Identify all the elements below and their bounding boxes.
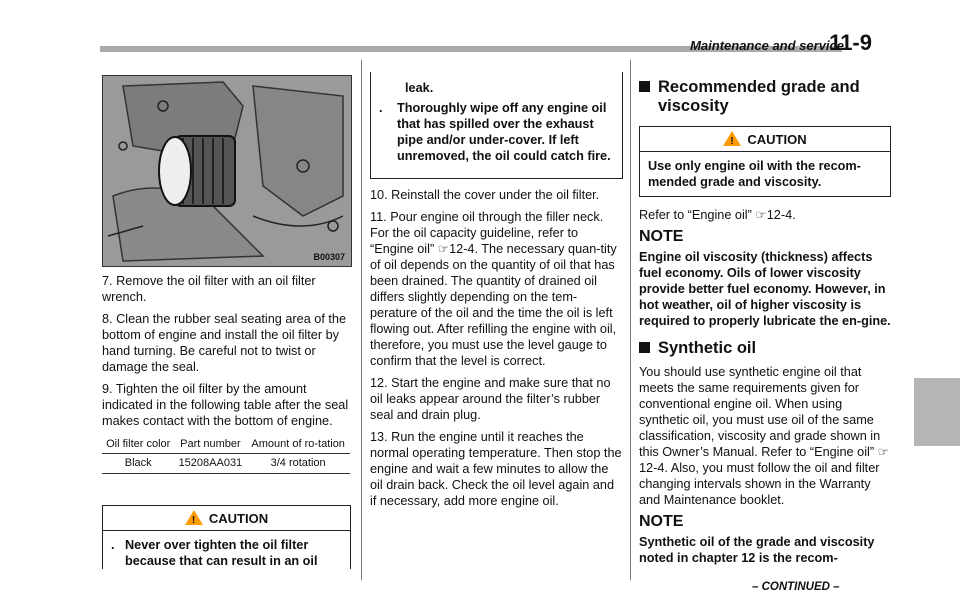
section-title: Maintenance and service bbox=[690, 38, 844, 53]
note-title: NOTE bbox=[639, 513, 684, 530]
heading-synthetic-oil: Synthetic oil bbox=[658, 339, 757, 357]
oil-filter-table bbox=[102, 436, 350, 474]
step-12: 12. Start the engine and make sure that no oil leaks appear around the filter’s rubber seal and drain plug. bbox=[370, 376, 611, 422]
refer-text: Refer to “Engine oil” ☞12-4. bbox=[639, 208, 796, 222]
chapter-tab bbox=[914, 378, 960, 446]
column-c bbox=[639, 78, 891, 572]
list-item bbox=[379, 100, 614, 164]
note-text: Engine oil viscosity (thickness) affects fuel economy. Oils of lower viscosity provide better fuel economy. However, in hot weather, oil of higher viscosity is required to properly lubricate the en-gine. bbox=[639, 250, 891, 328]
warning-icon: ! bbox=[723, 131, 741, 146]
figure-code: B00307 bbox=[313, 252, 345, 262]
table-header: Oil filter color bbox=[102, 436, 174, 454]
step-7: 7. Remove the oil filter with an oil filter wrench. bbox=[102, 274, 316, 304]
column-b bbox=[370, 187, 622, 515]
synthetic-text: You should use synthetic engine oil that meets the same requirements given for conventional engine oil. When using synthetic oil, you must use oil of the same classification, viscosity and grade shown in this Owner’s Manual. Refer to “Engine oil” ☞12-4. Also, you must follow the oil and filter changing intervals shown in the Warranty and Maintenance booklet. bbox=[639, 365, 889, 507]
caution-box bbox=[639, 126, 891, 197]
oil-filter-figure bbox=[102, 75, 352, 267]
column-divider bbox=[630, 60, 631, 580]
warning-icon: ! bbox=[185, 510, 203, 525]
table-header: Part number bbox=[174, 436, 246, 454]
section-heading bbox=[639, 339, 891, 358]
table-row bbox=[102, 454, 350, 474]
table-header: Amount of ro-tation bbox=[246, 436, 350, 454]
continued-label: – CONTINUED – bbox=[752, 581, 840, 593]
caution-title: CAUTION bbox=[747, 132, 807, 147]
step-8: 8. Clean the rubber seal seating area of the bottom of engine and install the oil filter by hand turning. Be careful not to twist or damage the seal. bbox=[102, 312, 347, 374]
step-10: 10. Reinstall the cover under the oil filter. bbox=[370, 188, 600, 202]
step-13: 13. Run the engine until it reaches the normal operating temperature. Then stop the engine and wait a few minutes to allow the oil drain back. Check the oil level again and if necessary, add more engine oil. bbox=[370, 430, 622, 508]
note-text: Synthetic oil of the grade and viscosity noted in chapter 12 is the recom- bbox=[639, 535, 875, 565]
bullet-marker: . bbox=[111, 538, 115, 552]
caution-header bbox=[103, 506, 350, 531]
list-item bbox=[111, 537, 342, 569]
caution-title: CAUTION bbox=[208, 511, 269, 526]
table-cell: Black bbox=[102, 454, 174, 474]
table-header-row bbox=[102, 436, 350, 454]
column-a bbox=[102, 273, 352, 435]
step-9: 9. Tighten the oil filter by the amount indicated in the following table after the seal makes contact with the bottom of engine. bbox=[102, 382, 349, 428]
section-heading bbox=[639, 78, 891, 116]
heading-recommended-grade: Recommended grade and viscosity bbox=[658, 78, 860, 115]
caution-header bbox=[640, 127, 890, 152]
engine-illustration bbox=[103, 76, 351, 266]
caution-bullet-1: Never over tighten the oil filter because that can result in an oil bbox=[125, 538, 318, 568]
step-11: 11. Pour engine oil through the filler neck. For the oil capacity guideline, refer to “Engine oil” ☞12-4. The necessary quan-tity of oil depends on the quantity of oil that has been drained. The quantity of drained oil differs slightly depending on the tem-perature of the oil and the time the oil is left flowing out. After refilling the engine with oil, therefore, you must use the level gauge to confirm that the level is correct. bbox=[370, 210, 617, 368]
caution-bullet-2: Thoroughly wipe off any engine oil that has spilled over the exhaust pipe and/or under-cover. If left unremoved, the oil could catch fire. bbox=[397, 101, 611, 163]
table-cell: 3/4 rotation bbox=[246, 454, 350, 474]
caution-body bbox=[371, 72, 622, 170]
caution-box-continued bbox=[370, 72, 623, 179]
page-number: 11-9 bbox=[829, 30, 872, 55]
table-cell: 15208AA031 bbox=[174, 454, 246, 474]
bullet-marker: . bbox=[379, 101, 383, 115]
caution-text: Use only engine oil with the recom-mended grade and viscosity. bbox=[648, 159, 861, 189]
caution-continuation: leak. bbox=[405, 81, 434, 95]
caution-body bbox=[103, 531, 350, 575]
section-marker-icon bbox=[639, 81, 650, 92]
caution-box bbox=[102, 505, 351, 569]
section-marker-icon bbox=[639, 342, 650, 353]
column-divider bbox=[361, 60, 362, 580]
note-title: NOTE bbox=[639, 228, 684, 245]
